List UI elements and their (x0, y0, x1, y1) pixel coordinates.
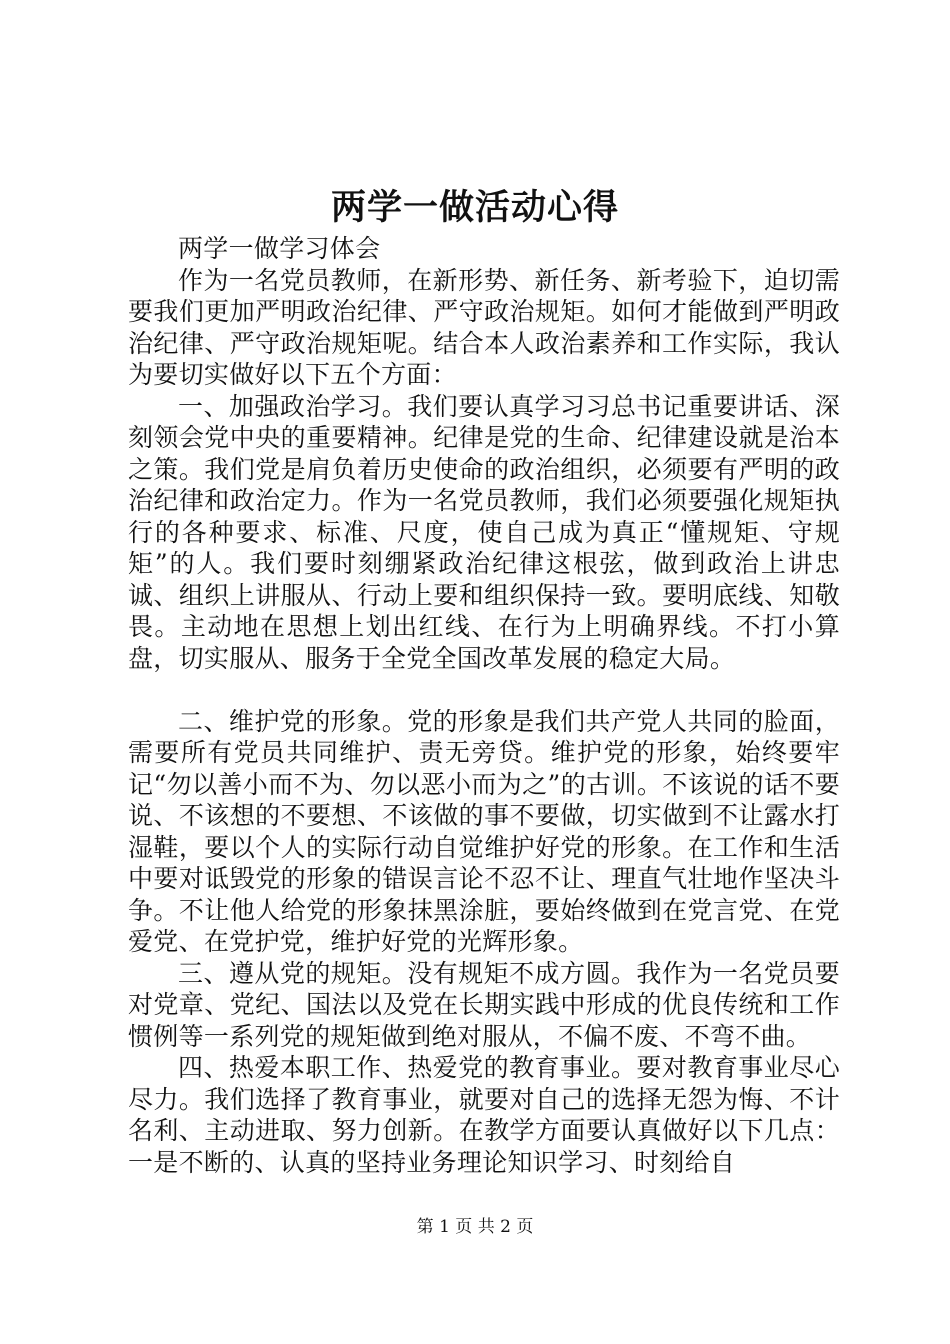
subtitle-paragraph: 两学一做学习体会 (178, 234, 381, 263)
intro-paragraph: 作为一名党员教师，在新形势、新任务、新考验下，迫切需要我们更加严明政治纪律、严守政治规矩。如何才能做到严明政治纪律、严守政治规矩呢。结合本人政治素养和工作实际，我认为要切实做好以下五个方面： (128, 265, 840, 389)
section-two-paragraph: 二、维护党的形象。党的形象是我们共产党人共同的脸面，需要所有党员共同维护、责无旁贷。维护党的形象，始终要牢记“勿以善小而不为、勿以恶小而为之”的古训。不该说的话不要说、不该想的不要想、不该做的事不要做，切实做到不让露水打湿鞋，要以个人的实际行动自觉维护好党的形象。在工作和生活中要对诋毁党的形象的错误言论不忍不让、理直气壮地作坚决斗争。不让他人给党的形象抹黑涂脏，要始终做到在党言党、在党爱党、在党护党，维护好党的光辉形象。 (128, 706, 840, 956)
paragraph-gap (128, 674, 840, 706)
section-three-paragraph: 三、遵从党的规矩。没有规矩不成方圆。我作为一名党员要对党章、党纪、国法以及党在长期实践中形成的优良传统和工作惯例等一系列党的规矩做到绝对服从，不偏不废、不弯不曲。 (128, 958, 840, 1051)
document-title: 两学一做活动心得 (330, 187, 619, 228)
section-one-paragraph: 一、加强政治学习。我们要认真学习习总书记重要讲话、深刻领会党中央的重要精神。纪律是党的生命、纪律建设就是治本之策。我们党是肩负着历史使命的政治组织，必须要有严明的政治纪律和政治定力。作为一名党员教师，我们必须要强化规矩执行的各种要求、标准、尺度，使自己成为真正“懂规矩、守规矩”的人。我们要时刻绷紧政治纪律这根弦，做到政治上讲忠诚、组织上讲服从、行动上要和组织保持一致。要明底线、知敬畏。主动地在思想上划出红线、在行为上明确界线。不打小算盘，切实服从、服务于全党全国改革发展的稳定大局。 (128, 391, 840, 673)
document-body (128, 233, 840, 1178)
section-four-paragraph: 四、热爱本职工作、热爱党的教育事业。要对教育事业尽心尽力。我们选择了教育事业，就要对自己的选择无怨为悔、不计名利、主动进取、努力创新。在教学方面要认真做好以下几点：一是不断的、认真的坚持业务理论知识学习、时刻给自 (128, 1053, 840, 1177)
page-number-footer: 第 1 页 共 2 页 (416, 1217, 534, 1237)
